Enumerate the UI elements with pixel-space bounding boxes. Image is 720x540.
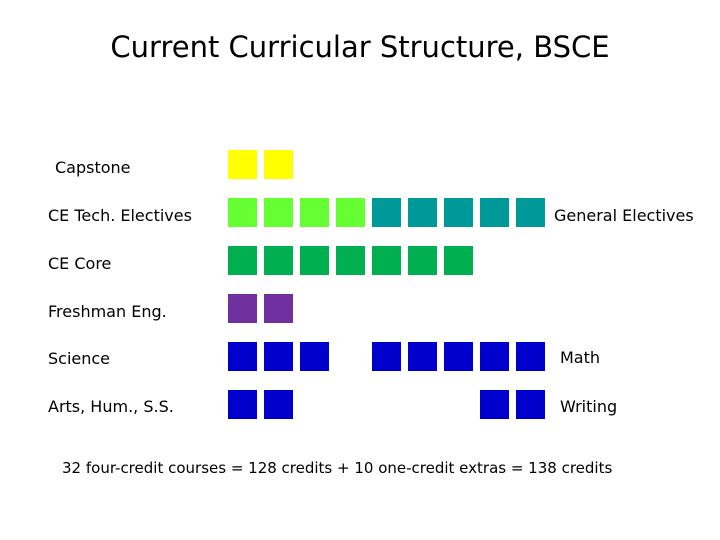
credits-summary: 32 four-credit courses = 128 credits + 10 one-credit extras = 138 credits bbox=[62, 459, 613, 477]
course-block bbox=[444, 246, 473, 275]
course-block bbox=[228, 342, 257, 371]
course-block bbox=[516, 342, 545, 371]
course-block bbox=[480, 198, 509, 227]
course-block bbox=[228, 246, 257, 275]
row-label-science: Science bbox=[48, 349, 111, 368]
row-label-arts: Arts, Hum., S.S. bbox=[48, 397, 174, 416]
course-block bbox=[264, 198, 293, 227]
course-block bbox=[372, 246, 401, 275]
row-label-tech-electives: CE Tech. Electives bbox=[48, 206, 192, 225]
course-block bbox=[336, 246, 365, 275]
course-block bbox=[300, 246, 329, 275]
course-block bbox=[444, 342, 473, 371]
course-block bbox=[300, 198, 329, 227]
course-block bbox=[480, 342, 509, 371]
course-block bbox=[228, 150, 257, 179]
course-block bbox=[264, 246, 293, 275]
course-block bbox=[516, 390, 545, 419]
row-label-ce-core: CE Core bbox=[48, 254, 112, 273]
course-block bbox=[300, 342, 329, 371]
course-block bbox=[408, 246, 437, 275]
course-block bbox=[264, 294, 293, 323]
course-block bbox=[444, 198, 473, 227]
course-block bbox=[264, 342, 293, 371]
course-block bbox=[372, 198, 401, 227]
course-block bbox=[480, 390, 509, 419]
slide-title: Current Curricular Structure, BSCE bbox=[110, 30, 610, 64]
course-block bbox=[228, 390, 257, 419]
row-label-capstone: Capstone bbox=[55, 158, 131, 177]
right-label-writing: Writing bbox=[560, 397, 618, 416]
course-block bbox=[408, 198, 437, 227]
course-block bbox=[264, 390, 293, 419]
course-block bbox=[228, 294, 257, 323]
course-block bbox=[408, 342, 437, 371]
right-label-math: Math bbox=[560, 348, 601, 367]
course-block bbox=[228, 198, 257, 227]
row-label-freshman-eng: Freshman Eng. bbox=[48, 302, 167, 321]
course-block bbox=[264, 150, 293, 179]
right-label-general-electives: General Electives bbox=[554, 206, 694, 225]
course-block bbox=[516, 198, 545, 227]
course-block bbox=[372, 342, 401, 371]
course-block bbox=[336, 198, 365, 227]
